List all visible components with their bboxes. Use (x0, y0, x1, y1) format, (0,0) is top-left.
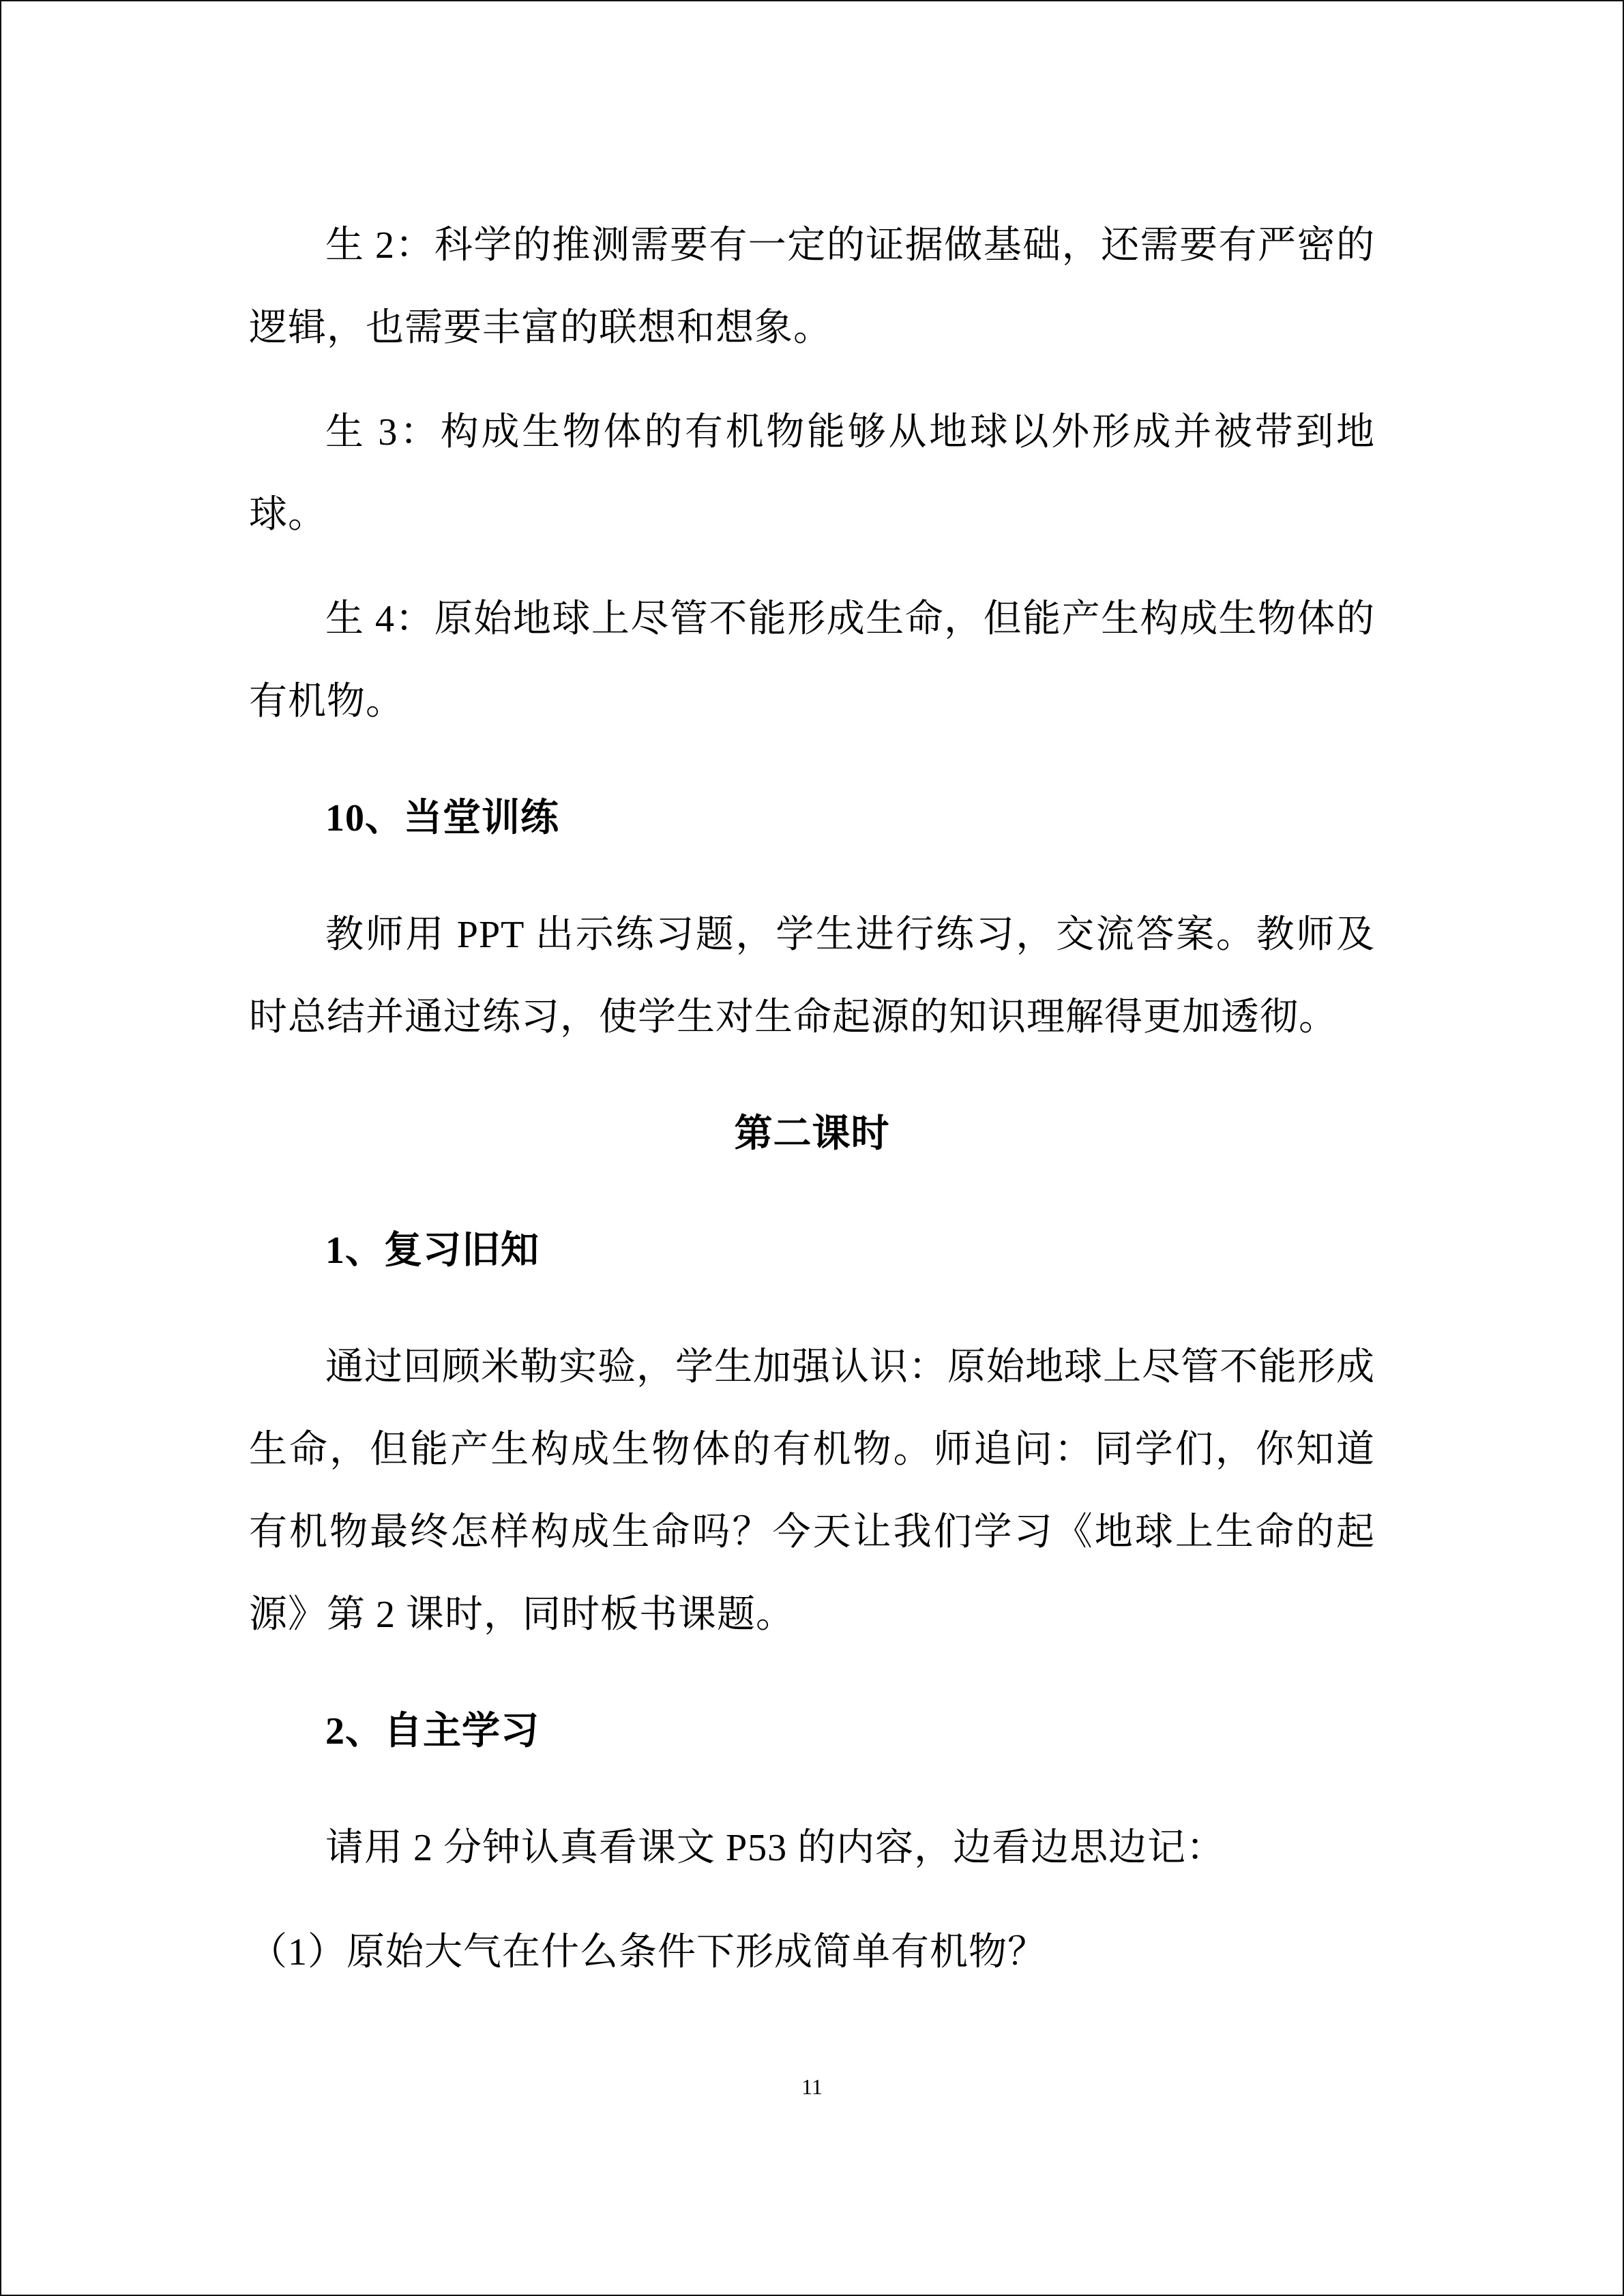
body-paragraph: 生 4：原始地球上尽管不能形成生命，但能产生构成生物体的有机物。 (249, 598, 1375, 723)
section-heading: 10、当堂训练 (325, 797, 559, 839)
section-heading: 1、复习旧知 (325, 1229, 540, 1272)
chapter-heading: 第二课时 (734, 1113, 890, 1155)
body-paragraph: 教师用 PPT 出示练习题，学生进行练习，交流答案。教师及时总结并通过练习，使学生对生命起源的知识理解得更加透彻。 (249, 914, 1375, 1039)
body-paragraph: 请用 2 分钟认真看课文 P53 的内容，边看边思边记： (325, 1827, 1226, 1869)
page-number: 11 (801, 2074, 823, 2099)
body-paragraph: 通过回顾米勒实验，学生加强认识：原始地球上尽管不能形成生命，但能产生构成生物体的有机物。师追问：同学们，你知道有机物最终怎样构成生命吗？今天让我们学习《地球上生命的起源》第 2 课时，同时板书课题。 (249, 1346, 1375, 1636)
question-item: （1）原始大气在什么条件下形成简单有机物？ (249, 1931, 1046, 1973)
body-paragraph: 生 2：科学的推测需要有一定的证据做基础，还需要有严密的逻辑，也需要丰富的联想和想象。 (249, 224, 1375, 349)
section-heading: 2、自主学习 (325, 1710, 540, 1753)
body-paragraph: 生 3：构成生物体的有机物能够从地球以外形成并被带到地球。 (249, 411, 1375, 536)
